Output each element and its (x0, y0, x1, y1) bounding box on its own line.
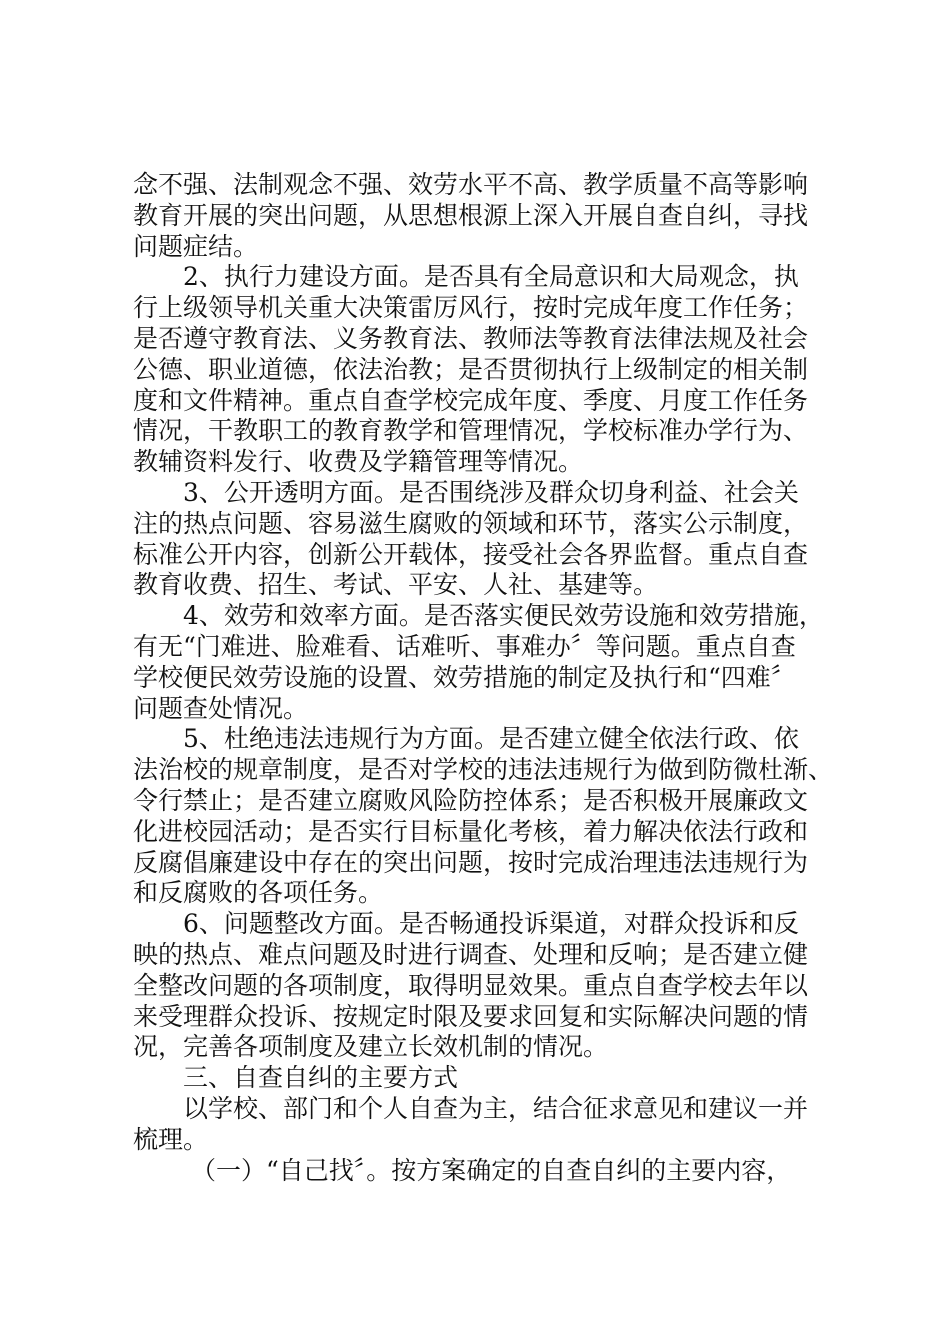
text-line: 法治校的规章制度，是否对学校的违法违规行为做到防微杜渐、 (133, 755, 834, 785)
text-line: 和反腐败的各项任务。 (133, 878, 384, 908)
text-line: 以学校、部门和个人自查为主，结合征求意见和建议一并 (183, 1093, 809, 1123)
text-line: 有无“门难进、脸难看、话难听、事难办〞等问题。重点自查 (133, 631, 796, 661)
section-heading-4: 4、效劳和效率方面。是否落实便民效劳设施和效劳措施， (183, 601, 824, 631)
text-line: 教育收费、招生、考试、平安、人社、基建等。 (133, 570, 659, 600)
section-heading-3: 3、公开透明方面。是否围绕涉及群众切身利益、社会关 (183, 477, 799, 507)
text-line: 令行禁止；是否建立腐败风险防控体系；是否积极开展廉政文 (133, 785, 809, 815)
text-line: 是否遵守教育法、义务教育法、教师法等教育法律法规及社会 (133, 323, 809, 353)
text-line: 反腐倡廉建设中存在的突出问题，按时完成治理违法违规行为 (133, 847, 809, 877)
text-line: 教辅资料发行、收费及学籍管理等情况。 (133, 447, 584, 477)
text-line: 行上级领导机关重大决策雷厉风行，按时完成年度工作任务； (133, 293, 809, 323)
section-heading-2: 2、执行力建设方面。是否具有全局意识和大局观念，执 (183, 262, 799, 292)
text-line: 公德、职业道德，依法治教；是否贯彻执行上级制定的相关制 (133, 354, 809, 384)
text-line: 情况，干教职工的教育教学和管理情况，学校标准办学行为、 (133, 416, 809, 446)
subsection-heading: （一）“自己找〞。按方案确定的自查自纠的主要内容， (191, 1155, 792, 1185)
text-line: 问题查处情况。 (133, 693, 309, 723)
text-line: 全整改问题的各项制度，取得明显效果。重点自查学校去年以 (133, 970, 809, 1000)
text-line: 问题症结。 (133, 231, 259, 261)
document-body (133, 170, 833, 1186)
text-line: 度和文件精神。重点自查学校完成年度、季度、月度工作任务 (133, 385, 809, 415)
text-line: 注的热点问题、容易滋生腐败的领域和环节，落实公示制度， (133, 508, 809, 538)
text-line: 学校便民效劳设施的设置、效劳措施的制定及执行和“四难〞 (133, 662, 796, 692)
text-line: 教育开展的突出问题，从思想根源上深入开展自查自纠，寻找 (133, 200, 809, 230)
text-line: 标准公开内容，创新公开载体，接受社会各界监督。重点自查 (133, 539, 809, 569)
text-line: 念不强、法制观念不强、效劳水平不高、教学质量不高等影响 (133, 170, 809, 199)
text-line: 化进校园活动；是否实行目标量化考核，着力解决依法行政和 (133, 816, 809, 846)
text-line: 梳理。 (133, 1124, 209, 1154)
section-heading-6: 6、问题整改方面。是否畅通投诉渠道，对群众投诉和反 (183, 909, 799, 939)
text-line: 来受理群众投诉、按规定时限及要求回复和实际解决问题的情 (133, 1001, 809, 1031)
text-line: 映的热点、难点问题及时进行调查、处理和反响；是否建立健 (133, 939, 809, 969)
section-heading-5: 5、杜绝违法违规行为方面。是否建立健全依法行政、依 (183, 724, 799, 754)
chapter-heading: 三、自查自纠的主要方式 (183, 1063, 459, 1093)
text-line: 况，完善各项制度及建立长效机制的情况。 (133, 1032, 609, 1062)
